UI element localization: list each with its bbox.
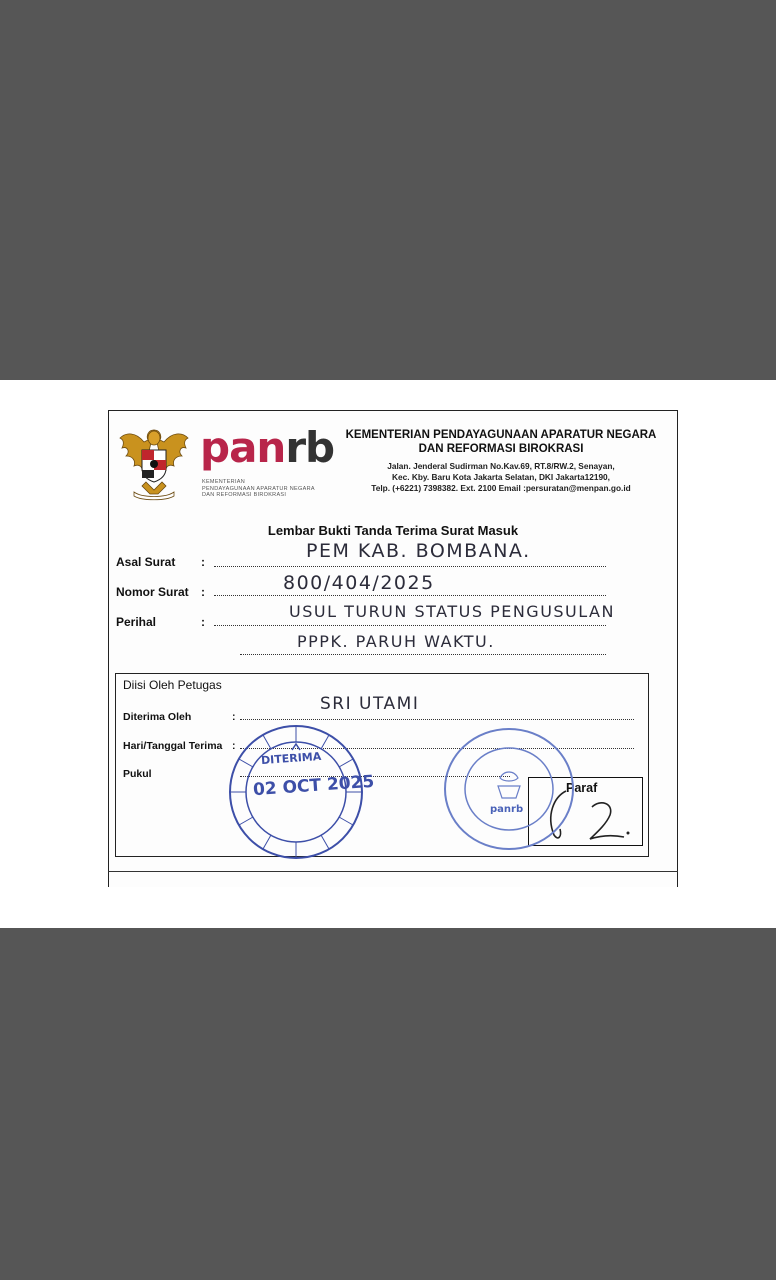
nomor-surat-colon: : [201, 585, 205, 599]
logo-pan-text: pan [200, 423, 286, 472]
hari-tanggal-label: Hari/Tanggal Terima [123, 740, 223, 752]
pukul-label: Pukul [123, 768, 152, 780]
perihal-label: Perihal [116, 615, 157, 629]
logo-subtitle [202, 479, 342, 499]
document-bottom-rule [108, 871, 678, 872]
logo-subtitle-line2: PENDAYAGUNAAN APARATUR NEGARA [202, 485, 315, 492]
ministry-line2: DAN REFORMASI BIROKRASI [418, 443, 584, 455]
nomor-surat-value: 800/404/2025 [283, 572, 435, 594]
diterima-oleh-label: Diterima Oleh [123, 711, 192, 723]
seal-center-text: panrb [490, 804, 524, 815]
asal-surat-value: PEM KAB. BOMBANA. [306, 540, 531, 562]
perihal-colon: : [201, 615, 205, 629]
nomor-surat-label: Nomor Surat [116, 585, 189, 599]
logo-subtitle-line1: KEMENTERIAN [202, 479, 246, 485]
date-stamp-date: 02 OCT 2025 [252, 771, 375, 801]
garuda-emblem-icon [118, 424, 190, 502]
nomor-surat-line [214, 595, 606, 596]
panrb-logo [200, 424, 334, 472]
logo-rb-text: rb [285, 423, 335, 472]
perihal-line-2 [240, 654, 606, 655]
paraf-label: Paraf [566, 781, 598, 795]
address-line1: Jalan. Jenderal Sudirman No.Kav.69, RT.8/RW.2, Senayan, [387, 461, 615, 471]
date-stamp-label: DITERIMA [260, 749, 322, 768]
address-line2: Kec. Kby. Baru Kota Jakarta Selatan, DKI Jakarta12190, [392, 472, 610, 482]
diterima-oleh-line [240, 719, 634, 720]
ministry-line1: KEMENTERIAN PENDAYAGUNAAN APARATUR NEGARA [345, 429, 657, 441]
perihal-value-1: USUL TURUN STATUS PENGUSULAN [289, 602, 615, 621]
asal-surat-label: Asal Surat [116, 555, 176, 569]
logo-subtitle-line3: DAN REFORMASI BIROKRASI [202, 492, 287, 498]
asal-surat-colon: : [201, 555, 205, 569]
perihal-line-1 [214, 625, 606, 626]
form-title: Lembar Bukti Tanda Terima Surat Masuk [267, 523, 519, 538]
ministry-name [340, 428, 662, 456]
diterima-oleh-value: SRI UTAMI [320, 694, 420, 714]
ministry-address [340, 461, 662, 494]
officer-box-title: Diisi Oleh Petugas [123, 678, 222, 692]
asal-surat-line [214, 566, 606, 567]
address-line3: Telp. (+6221) 7398382. Ext. 2100 Email :persuratan@menpan.go.id [371, 483, 631, 493]
ministry-seal-icon [442, 726, 576, 852]
hari-tanggal-colon: : [232, 740, 236, 752]
perihal-value-2: PPPK. PARUH WAKTU. [297, 632, 495, 651]
diterima-oleh-colon: : [232, 711, 236, 723]
